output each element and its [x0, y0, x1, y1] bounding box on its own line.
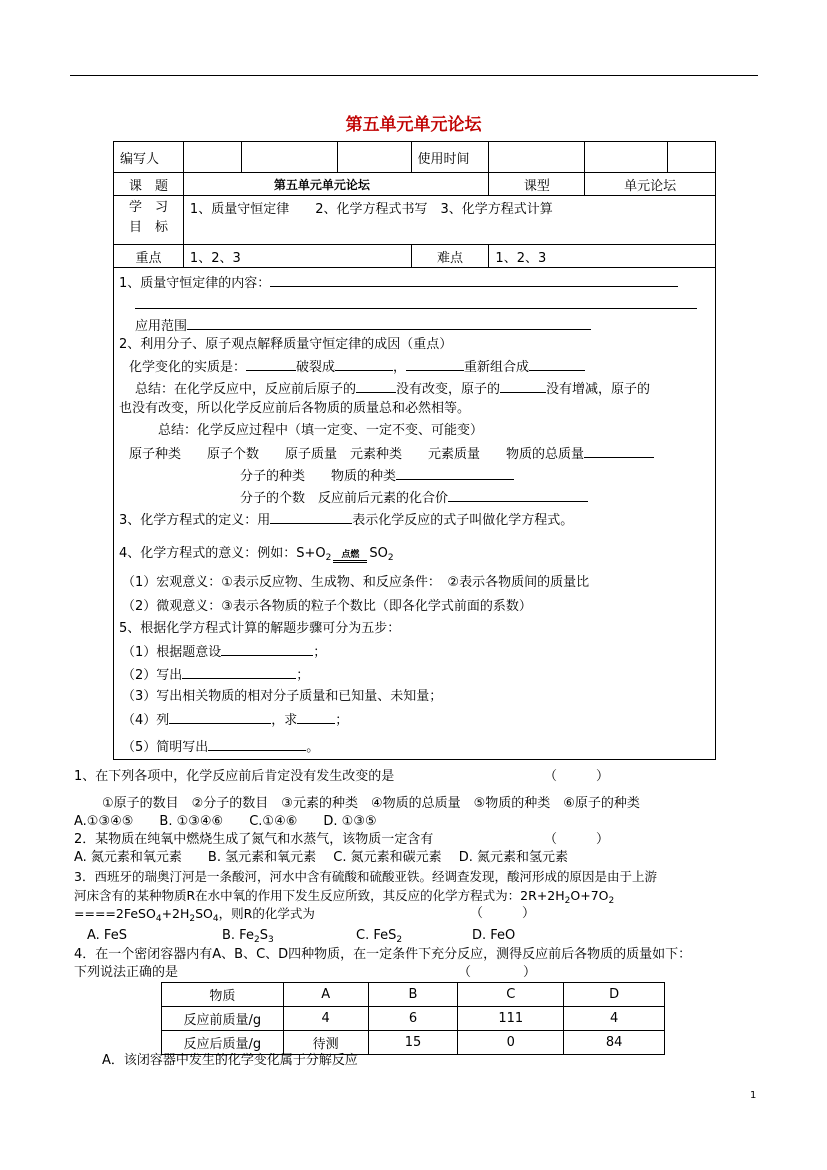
summary-2-heading: 总结：化学反应过程中（填一定变、一定不变、可能变） [158, 423, 484, 438]
question-1-options: A.①③④⑤ B. ①③④⑥ C.①④⑥ D. ①③⑤ [74, 814, 377, 829]
macro-meaning: （1）宏观意义：①表示反应物、生成物、和反应条件： ②表示各物质间的质量比 [122, 575, 590, 590]
essence-text: 化学变化的实质是： [129, 360, 247, 375]
subscript: 2 [325, 553, 332, 563]
step-4 [122, 710, 348, 730]
goal-label-line-1: 学 习 [128, 200, 168, 215]
question-2-options: A. 氮元素和氧元素 B. 氢元素和氧元素 C. 氮元素和碳元素 D. 氮元素和氢元素 [74, 850, 568, 865]
step-2-end: ； [296, 668, 310, 683]
table-cell: 111 [458, 1007, 564, 1031]
time-cell-3 [668, 142, 716, 173]
step-4-text-b: ，求 [271, 713, 298, 728]
quantity-list-3 [240, 488, 588, 508]
section-2-heading: 2、利用分子、原子观点解释质量守恒定律的成因（重点） [119, 337, 453, 352]
summary-line-1 [135, 379, 650, 399]
blank-line [135, 295, 697, 315]
page-number: 1 [750, 1090, 757, 1101]
question-3-text-e: SO [195, 906, 213, 921]
time-cell-1 [489, 142, 585, 173]
step-5-end: 。 [306, 740, 320, 755]
key-label: 重点 [114, 245, 184, 268]
blank [500, 379, 546, 393]
blank [270, 510, 352, 524]
step-1-end: ； [313, 645, 327, 660]
definition-text-b: 表示化学反应的式子叫做化学方程式。 [352, 513, 574, 528]
table-cell: C [458, 983, 564, 1007]
subscript: 4 [155, 914, 162, 924]
time-cell-2 [585, 142, 668, 173]
step-1-text: （1）根据题意设 [122, 645, 222, 660]
option-b-text-2: S [259, 928, 268, 943]
subscript: 3 [267, 935, 274, 945]
table-cell: 4 [283, 1007, 368, 1031]
question-4-line-2: 下列说法正确的是 [74, 965, 179, 980]
type-label: 课型 [489, 173, 585, 196]
subscript: 2 [396, 935, 403, 945]
topic-label: 课 题 [114, 173, 184, 196]
blank [406, 357, 464, 371]
meaning-text: 4、化学方程式的意义：例如：S+O [119, 546, 326, 561]
table-cell: 物质 [162, 983, 284, 1007]
table-cell: 反应前质量/g [162, 1007, 284, 1031]
quantity-list-2 [240, 466, 514, 486]
blank [221, 642, 313, 656]
table-cell: 反应后质量/g [162, 1031, 284, 1055]
definition-text-a: 3、化学方程式的定义：用 [119, 513, 271, 528]
diff-label: 难点 [411, 245, 489, 268]
step-4-text: （4）列 [122, 713, 170, 728]
step-5-text: （5）简明写出 [122, 740, 209, 755]
table-row [162, 1031, 665, 1055]
micro-meaning: （2）微观意义：③表示各物质的粒子个数比（即各化学式前面的系数） [122, 599, 532, 614]
product-text: SO [369, 546, 388, 561]
equals-bar [333, 560, 367, 563]
blank [270, 273, 678, 287]
subscript: 2 [564, 896, 571, 906]
table-cell: 6 [368, 1007, 458, 1031]
subscript: 4 [212, 914, 219, 924]
blank [448, 488, 588, 502]
page-title: 第五单元单元论坛 [345, 115, 482, 135]
question-3-option-a: A. FeS [87, 928, 127, 943]
table-row [162, 983, 665, 1007]
option-c-text: C. FeS [356, 928, 397, 943]
summary-line-2: 也没有改变，所以化学反应前后各物质的质量总和必然相等。 [119, 401, 471, 416]
equation-meaning [119, 545, 394, 567]
blank [529, 357, 585, 371]
table-cell: 15 [368, 1031, 458, 1055]
question-1-items: ①原子的数目 ②分子的数目 ③元素的种类 ④物质的总质量 ⑤物质的种类 ⑥原子的种类 [102, 796, 640, 811]
table-cell: 0 [458, 1031, 564, 1055]
diff-value: 1、2、3 [489, 245, 716, 268]
header-rule [70, 75, 758, 76]
step-2 [122, 665, 309, 685]
table-cell: A [283, 983, 368, 1007]
subscript: 2 [253, 935, 260, 945]
step-5 [122, 737, 319, 757]
essence-text-2: 破裂成 [296, 360, 336, 375]
blank [297, 710, 335, 724]
blank [356, 379, 396, 393]
table-cell: 4 [564, 1007, 665, 1031]
question-3-line-3 [74, 905, 315, 928]
question-3-option-d: D. FeO [472, 928, 516, 943]
reaction-arrow [331, 551, 369, 567]
topic-value: 第五单元单元论坛 [183, 173, 489, 196]
option-b-text: B. Fe [222, 928, 254, 943]
blank [182, 665, 296, 679]
step-2-text: （2）写出 [122, 668, 183, 683]
summary-text-a: 总结：在化学反应中，反应前后原子的 [135, 382, 357, 397]
question-4-line-1: 4．在一个密闭容器内有A、B、C、D四种物质，在一定条件下充分反应，测得反应前后各物质的质量如下： [74, 947, 692, 962]
summary-text-b: 没有改变，原子的 [396, 382, 501, 397]
time-label: 使用时间 [411, 142, 489, 173]
section-5-heading: 5、根据化学方程式计算的解题步骤可分为五步： [119, 621, 401, 636]
subscript: 2 [189, 914, 196, 924]
step-3: （3）写出相关物质的相对分子质量和已知量、未知量； [122, 689, 443, 704]
question-3-line-1: 3．西班牙的瑞奥汀河是一条酸河，河水中含有硫酸和硫酸亚铁。经调查发现，酸河形成的原因是由于上游 [74, 869, 657, 884]
key-value: 1、2、3 [183, 245, 411, 268]
question-4-option-a: A．该闭容器中发生的化学变化属于分解反应 [102, 1053, 358, 1068]
step-4-end: ； [335, 713, 349, 728]
question-3-text-c: ====2FeSO [74, 906, 156, 921]
goal-label [114, 196, 184, 245]
subscript: 2 [387, 553, 394, 563]
law-content-line [119, 273, 678, 293]
question-2-answer: （ ） [544, 832, 610, 847]
blank [169, 710, 271, 724]
essence-line [129, 357, 585, 377]
question-3-answer: （ ） [470, 906, 536, 921]
quantity-list-text: 原子种类 原子个数 原子质量 元素种类 元素质量 物质的总质量 [129, 447, 585, 462]
reaction-condition: 点燃 [341, 550, 360, 560]
author-cell-2 [241, 142, 337, 173]
scope-line [135, 316, 591, 336]
question-3-text-f: ，则R的化学式为 [218, 906, 315, 921]
type-value: 单元论坛 [585, 173, 716, 196]
blank [187, 316, 591, 330]
essence-comma: ， [393, 360, 407, 375]
quantity-list-3-text: 分子的个数 反应前后元素的化合价 [240, 491, 449, 506]
step-1 [122, 642, 326, 662]
blank [396, 466, 514, 480]
author-cell-1 [183, 142, 241, 173]
question-4-answer: （ ） [458, 965, 537, 980]
table-cell: 待测 [283, 1031, 368, 1055]
summary-text-c: 没有增减，原子的 [546, 382, 651, 397]
question-3-text-a: 河床含有的某种物质R在水中氧的作用下发生反应所致，其反应的化学方程式为：2R+2H [74, 888, 565, 903]
subscript: 2 [608, 896, 615, 906]
table-row [162, 1007, 665, 1031]
question-1 [74, 768, 394, 786]
table-cell: D [564, 983, 665, 1007]
goal-value: 1、质量守恒定律 2、化学方程式书写 3、化学方程式计算 [183, 196, 715, 245]
table-cell: 84 [564, 1031, 665, 1055]
question-1-text: 1、在下列各项中，化学反应前后肯定没有发生改变的是 [74, 769, 395, 784]
lesson-info-table [113, 141, 716, 268]
blank [335, 357, 393, 371]
blank [584, 444, 654, 458]
blank [246, 357, 296, 371]
table-cell: B [368, 983, 458, 1007]
scope-text: 应用范围 [135, 319, 188, 334]
law-content-text: 1、质量守恒定律的内容： [119, 276, 271, 291]
question-3-text-b: O+7O [570, 888, 609, 903]
blank [208, 737, 306, 751]
question-3-text-d: +2H [161, 906, 190, 921]
quantity-list-1 [129, 444, 654, 464]
author-cell-3 [337, 142, 411, 173]
equation-definition [119, 510, 573, 530]
author-label: 编写人 [114, 142, 184, 173]
mass-table [161, 982, 665, 1055]
quantity-list-2-text: 分子的种类 物质的种类 [240, 469, 397, 484]
blank [135, 295, 697, 309]
question-2: 2．某物质在纯氧中燃烧生成了氮气和水蒸气，该物质一定含有 [74, 832, 434, 847]
question-1-answer: （ ） [544, 769, 610, 784]
essence-text-3: 重新组合成 [464, 360, 530, 375]
goal-label-line-2: 目 标 [128, 220, 168, 235]
